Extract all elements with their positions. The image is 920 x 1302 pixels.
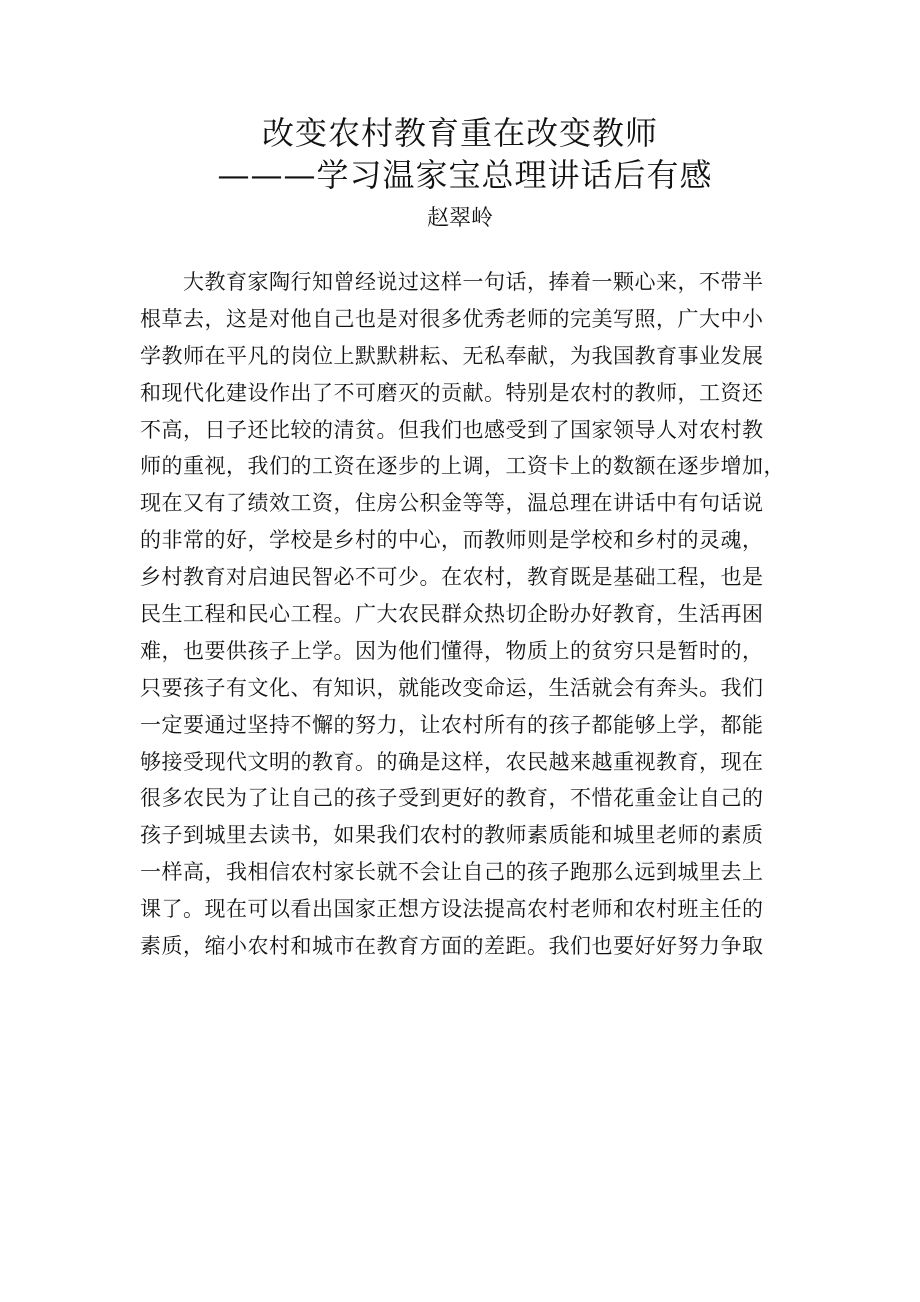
body-line: 的非常的好，学校是乡村的中心，而教师则是学校和乡村的灵魂， bbox=[140, 528, 764, 553]
body-line: 孩子到城里去读书，如果我们农村的教师素质能和城里老师的素质 bbox=[140, 823, 764, 848]
body-line: 师的重视，我们的工资在逐步的上调，工资卡上的数额在逐步增加， bbox=[140, 454, 785, 479]
author-name: 赵翠岭 bbox=[426, 206, 493, 231]
document-title: 改变农村教育重在改变教师 bbox=[261, 114, 658, 152]
body-line: 和现代化建设作出了不可磨灭的贡献。特别是农村的教师，工资还 bbox=[140, 380, 764, 405]
body-line: 不高，日子还比较的清贫。但我们也感受到了国家领导人对农村教 bbox=[140, 417, 764, 442]
body-line: 乡村教育对启迪民智必不可少。在农村，教育既是基础工程，也是 bbox=[140, 565, 764, 590]
body-line: 很多农民为了让自己的孩子受到更好的教育，不惜花重金让自己的 bbox=[140, 786, 764, 811]
body-line: 只要孩子有文化、有知识，就能改变命运，生活就会有奔头。我们 bbox=[140, 675, 764, 700]
body-line: 够接受现代文明的教育。的确是这样，农民越来越重视教育，现在 bbox=[140, 749, 764, 774]
body-line: 一样高，我相信农村家长就不会让自己的孩子跑那么远到城里去上 bbox=[140, 860, 764, 885]
title-block bbox=[0, 112, 920, 236]
body-line: 课了。现在可以看出国家正想方设法提高农村老师和农村班主任的 bbox=[140, 897, 764, 922]
body-line: 素质，缩小农村和城市在教育方面的差距。我们也要好好努力争取 bbox=[140, 934, 764, 959]
body-line: 根草去，这是对他自己也是对很多优秀老师的完美写照，广大中小 bbox=[140, 306, 764, 331]
body-line: 学教师在平凡的岗位上默默耕耘、无私奉献，为我国教育事业发展 bbox=[140, 343, 764, 368]
body-line: 大教育家陶行知曾经说过这样一句话，捧着一颗心来，不带半 bbox=[183, 270, 764, 294]
body-line: 难，也要供孩子上学。因为他们懂得，物质上的贫穷只是暂时的， bbox=[140, 638, 764, 663]
document-subtitle: ———学习温家宝总理讲话后有感 bbox=[217, 156, 713, 194]
body-paragraph bbox=[140, 264, 785, 965]
body-line: 一定要通过坚持不懈的努力，让农村所有的孩子都能够上学，都能 bbox=[140, 712, 764, 737]
body-line: 现在又有了绩效工资，住房公积金等等，温总理在讲话中有句话说 bbox=[140, 491, 764, 516]
body-line: 民生工程和民心工程。广大农民群众热切企盼办好教育，生活再困 bbox=[140, 602, 764, 627]
